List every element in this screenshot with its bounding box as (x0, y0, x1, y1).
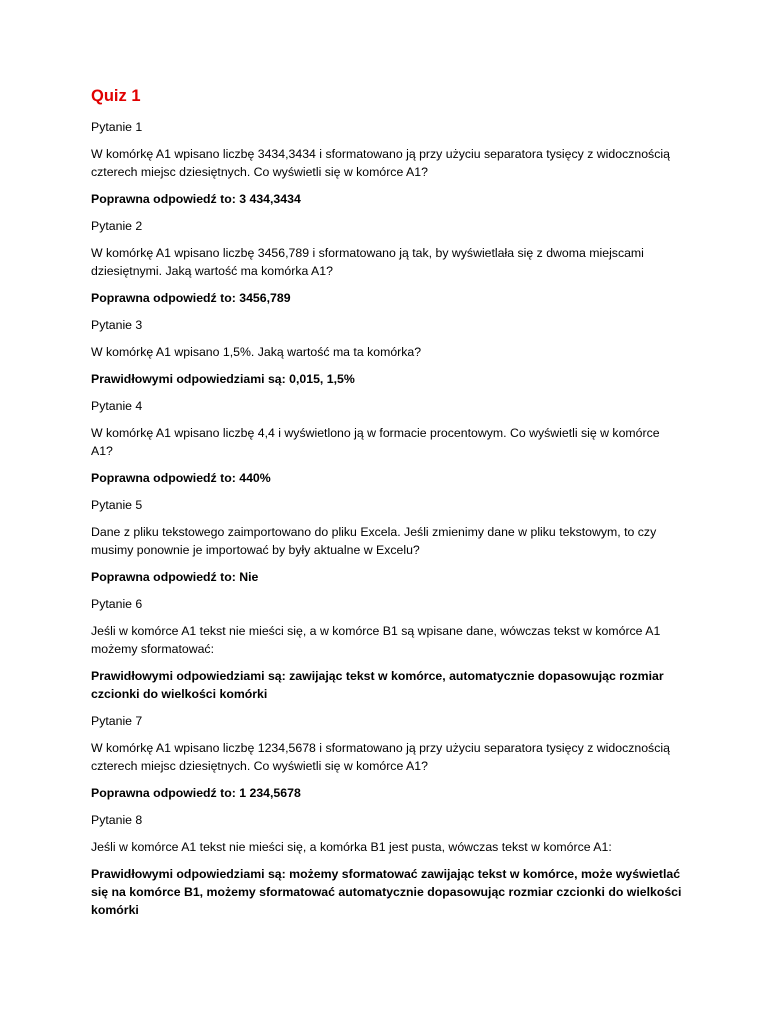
question-8 (91, 811, 683, 919)
question-label: Pytanie 6 (91, 597, 143, 611)
question-answer: Poprawna odpowiedź to: 3 434,3434 (91, 192, 301, 206)
question-answer: Poprawna odpowiedź to: 440% (91, 471, 271, 485)
question-text: Jeśli w komórce A1 tekst nie mieści się, a w komórce B1 są wpisane dane, wówczas tekst w komórce A1 możemy sformatować: (91, 624, 661, 656)
question-text: W komórkę A1 wpisano liczbę 1234,5678 i sformatowano ją przy użyciu separatora tysięcy z widocznością czterech miejsc dziesiętnych. Co wyświetli się w komórce A1? (91, 741, 670, 773)
question-6 (91, 595, 683, 703)
question-label: Pytanie 5 (91, 498, 143, 512)
question-answer: Prawidłowymi odpowiedziami są: możemy sformatować zawijając tekst w komórce, może wyświetlać się na komórce B1, możemy sformatować automatycznie dopasowując rozmiar czcionki do wielkości komórki (91, 867, 682, 917)
question-answer: Prawidłowymi odpowiedziami są: 0,015, 1,5% (91, 372, 355, 386)
question-text: W komórkę A1 wpisano 1,5%. Jaką wartość ma ta komórka? (91, 345, 422, 359)
question-label: Pytanie 2 (91, 219, 143, 233)
document-page (91, 86, 683, 928)
question-answer: Prawidłowymi odpowiedziami są: zawijając tekst w komórce, automatycznie dopasowując rozmiar czcionki do wielkości komórki (91, 669, 664, 701)
question-1 (91, 118, 683, 208)
question-5 (91, 496, 683, 586)
question-3 (91, 316, 683, 388)
question-text: W komórkę A1 wpisano liczbę 3456,789 i sformatowano ją tak, by wyświetlała się z dwoma miejscami dziesiętnymi. Jaką wartość ma komórka A1? (91, 246, 644, 278)
question-7 (91, 712, 683, 802)
quiz-title: Quiz 1 (91, 87, 141, 105)
question-4 (91, 397, 683, 487)
question-label: Pytanie 3 (91, 318, 143, 332)
question-answer: Poprawna odpowiedź to: 3456,789 (91, 291, 291, 305)
question-text: Dane z pliku tekstowego zaimportowano do pliku Excela. Jeśli zmienimy dane w pliku tekstowym, to czy musimy ponownie je importować by były aktualne w Excelu? (91, 525, 657, 557)
question-label: Pytanie 8 (91, 813, 143, 827)
question-label: Pytanie 1 (91, 120, 143, 134)
question-text: Jeśli w komórce A1 tekst nie mieści się, a komórka B1 jest pusta, wówczas tekst w komórce A1: (91, 840, 612, 854)
question-answer: Poprawna odpowiedź to: Nie (91, 570, 259, 584)
question-label: Pytanie 4 (91, 399, 143, 413)
question-answer: Poprawna odpowiedź to: 1 234,5678 (91, 786, 301, 800)
question-2 (91, 217, 683, 307)
question-text: W komórkę A1 wpisano liczbę 4,4 i wyświetlono ją w formacie procentowym. Co wyświetli się w komórce A1? (91, 426, 660, 458)
question-label: Pytanie 7 (91, 714, 143, 728)
question-text: W komórkę A1 wpisano liczbę 3434,3434 i sformatowano ją przy użyciu separatora tysięcy z widocznością czterech miejsc dziesiętnych. Co wyświetli się w komórce A1? (91, 147, 670, 179)
